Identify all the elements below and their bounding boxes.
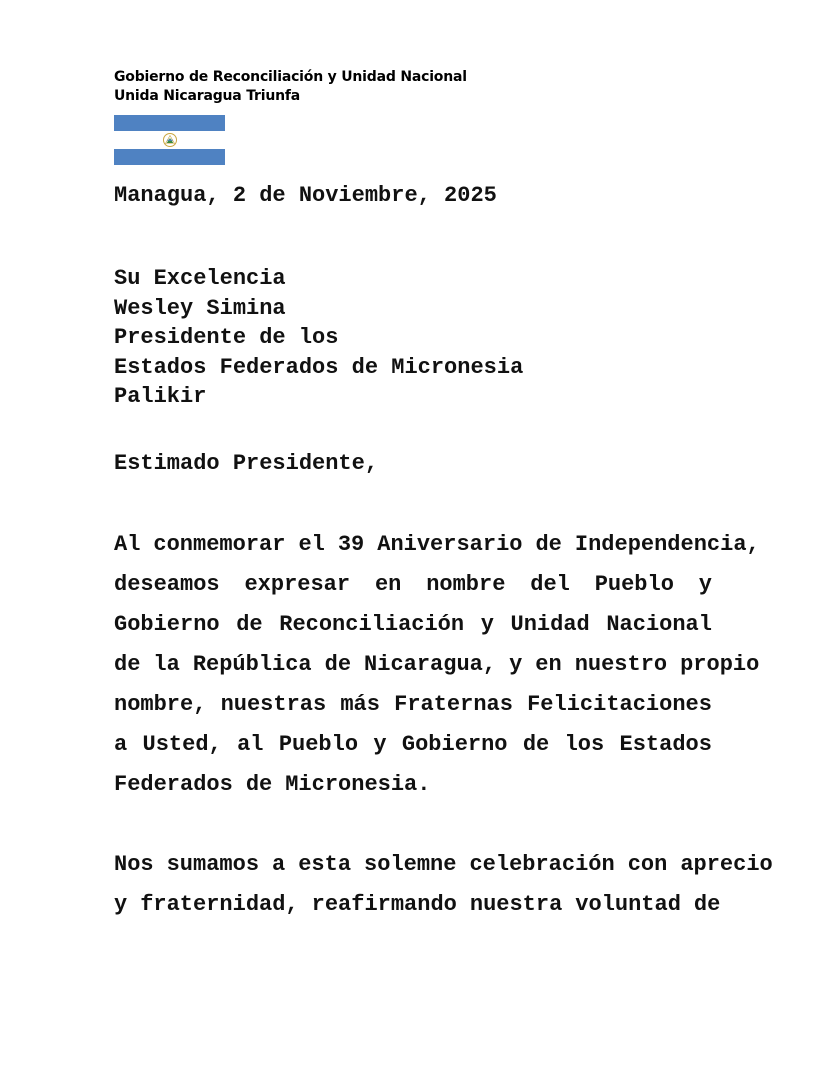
word: de [693,892,721,917]
recipient-address [114,264,523,412]
word: nuestro [574,652,668,677]
word: de [535,532,562,557]
word: Nicaragua, [364,652,497,677]
paragraph-line [114,845,773,885]
word: reafirmando [311,892,457,917]
letterhead-slogan: Unida Nicaragua Triunfa [114,88,300,104]
word: en [535,652,562,677]
paragraph-line [114,605,712,645]
word: al [237,732,264,757]
word: sumamos [166,852,260,877]
word: expresar [244,572,351,597]
body-paragraph-1 [114,525,760,805]
paragraph-line [114,645,760,685]
word: Pueblo [594,572,674,597]
word: Gobierno [401,732,508,757]
word: solemne [364,852,457,877]
word: a [114,732,128,757]
word: Independencia, [574,532,760,557]
paragraph-line [114,885,721,925]
word: de [236,612,263,637]
word: a [272,852,286,877]
word: nombre [426,572,506,597]
flag-blue-band-bottom [114,149,225,165]
word: Felicitaciones [527,692,712,717]
recipient-country: Estados Federados de Micronesia [114,354,524,380]
word: y [373,732,387,757]
word: el [298,532,325,557]
body-paragraph-2 [114,845,773,925]
word: Fraternas [394,692,513,717]
word: con [627,852,668,877]
word: Nos [114,852,154,877]
paragraph-line [114,565,712,605]
recipient-name: Wesley Simina [114,295,286,321]
word: del [530,572,570,597]
word: nombre, [114,692,207,717]
word: conmemorar [153,532,286,557]
word: y [509,652,523,677]
paragraph-line [114,685,712,725]
nicaragua-flag-icon [114,115,225,165]
word: esta [298,852,352,877]
word: República [192,652,312,677]
coat-of-arms-icon [162,132,178,148]
letter-date: Managua, 2 de Noviembre, 2025 [114,183,497,208]
word: Reconciliación [279,612,465,637]
word: nuestra [469,892,563,917]
word: la [153,652,180,677]
word: los [564,732,605,757]
letterhead-government-name: Gobierno de Reconciliación y Unidad Nacional [114,69,467,85]
word: Al [114,532,141,557]
flag-blue-band-top [114,115,225,131]
word: fraternidad, [140,892,299,917]
word: Micronesia. [285,772,431,797]
paragraph-line [114,725,712,765]
word: y [114,892,128,917]
word: nuestras [220,692,327,717]
word: deseamos [114,572,220,597]
word: voluntad [575,892,681,917]
letterhead [114,68,467,106]
word: de [522,732,550,757]
word: de [324,652,352,677]
word: celebración [469,852,615,877]
word: de [114,652,141,677]
salutation: Estimado Presidente, [114,451,379,476]
word: más [340,692,380,717]
word: Aniversario [377,532,523,557]
word: y [698,572,712,597]
word: aprecio [680,852,773,877]
word: Federados [114,772,233,797]
recipient-honorific: Su Excelencia [114,266,286,291]
word: Unidad [510,612,590,637]
recipient-title: Presidente de los [114,325,339,350]
recipient-city: Palikir [114,384,207,409]
word: Estados [619,732,712,757]
word: propio [680,652,760,677]
word: Usted, [142,732,222,757]
paragraph-line [114,525,760,565]
word: de [245,772,273,797]
word: y [480,612,494,637]
word: en [374,572,402,597]
paragraph-line [114,765,712,805]
word: Nacional [606,612,712,637]
word: 39 [337,532,365,557]
word: Gobierno [114,612,220,637]
word: Pueblo [278,732,359,757]
